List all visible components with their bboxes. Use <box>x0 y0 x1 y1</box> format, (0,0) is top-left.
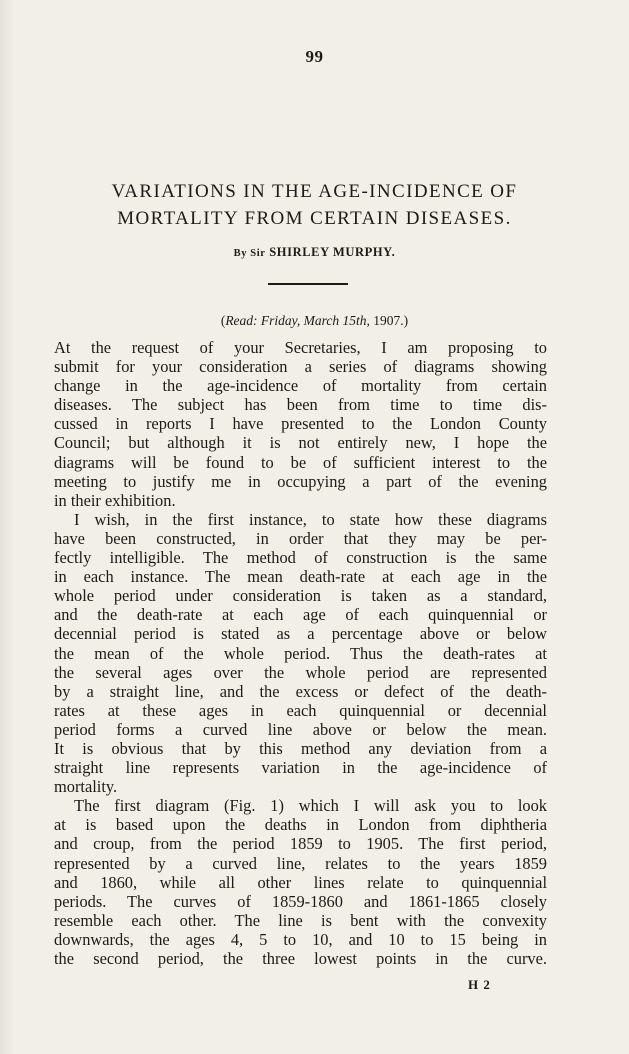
body-line: change in the age-incidence of mortality from certain <box>54 376 547 396</box>
body-line: at is based upon the deaths in London from diphtheria <box>54 815 547 835</box>
body-line: cussed in reports I have presented to the London County <box>54 414 547 434</box>
body-line: the several ages over the whole period are represented <box>54 662 547 682</box>
body-line: Council; but although it is not entirely new, I hope the <box>54 433 547 453</box>
byline-author: SHIRLEY MURPHY. <box>269 245 396 259</box>
read-note-read: Read: <box>225 313 258 328</box>
body-line: the second period, the three lowest points in the curve. <box>54 949 547 968</box>
body-line: the mean of the whole period. Thus the death-rates at <box>54 643 547 663</box>
read-note-day: Friday, <box>260 313 301 328</box>
title-rule <box>268 283 348 285</box>
read-note-open: ( <box>220 313 226 328</box>
body-line: and 1860, while all other lines relate to quinquennial <box>54 872 547 892</box>
body-line: whole period under consideration is taken as a standard, <box>54 586 547 606</box>
body-line: The first diagram (Fig. 1) which I will ask you to look <box>74 796 547 816</box>
title-line-2: MORTALITY FROM CERTAIN DISEASES. <box>117 208 512 229</box>
byline <box>0 245 629 260</box>
body-line: in their exhibition. <box>54 490 176 510</box>
body-line: period forms a curved line above or below the mean. <box>54 719 547 739</box>
byline-by: By Sir <box>233 248 266 259</box>
body-line: I wish, in the first instance, to state how these diagrams <box>74 509 547 529</box>
article-body <box>54 338 547 968</box>
body-line: diseases. The subject has been from time to time dis- <box>54 395 547 415</box>
page-number: 99 <box>305 47 324 66</box>
body-line: meeting to justify me in occupying a part of the evening <box>54 471 547 491</box>
body-line: have been constructed, in order that they may be per- <box>54 528 547 548</box>
body-line: diagrams will be found to be of sufficient interest to the <box>54 452 547 472</box>
body-line: mortality. <box>54 777 118 797</box>
body-line: It is obvious that by this method any deviation from a <box>54 738 547 758</box>
body-line: straight line represents variation in the age-incidence of <box>54 758 547 778</box>
page-edge-shadow <box>0 0 14 1054</box>
body-line: by a straight line, and the excess or defect of the death- <box>54 681 547 701</box>
read-note-month-day: March 15th, <box>303 313 370 328</box>
body-line: resemble each other. The line is bent with the convexity <box>54 910 547 930</box>
signature-mark: H 2 <box>468 977 491 992</box>
body-line: rates at these ages in each quinquennial or decennial <box>54 700 547 720</box>
read-note <box>0 313 629 329</box>
body-line: fectly intelligible. The method of construction is the same <box>54 548 547 568</box>
body-line: At the request of your Secretaries, I am proposing to <box>54 338 547 357</box>
read-note-year: 1907.) <box>373 313 409 328</box>
article-title <box>0 178 629 232</box>
title-line-1: VARIATIONS IN THE AGE-INCIDENCE OF <box>111 181 518 202</box>
body-line: in each instance. The mean death-rate at each age in the <box>54 567 547 587</box>
body-line: downwards, the ages 4, 5 to 10, and 10 to 15 being in <box>54 929 547 949</box>
body-line: periods. The curves of 1859-1860 and 1861-1865 closely <box>54 891 547 911</box>
body-line: and croup, from the period 1859 to 1905. The first period, <box>54 834 547 854</box>
body-line: represented by a curved line, relates to the years 1859 <box>54 853 547 873</box>
body-line: submit for your consideration a series of diagrams showing <box>54 357 547 377</box>
body-line: decennial period is stated as a percentage above or below <box>54 624 547 644</box>
body-line: and the death-rate at each age of each quinquennial or <box>54 605 547 625</box>
